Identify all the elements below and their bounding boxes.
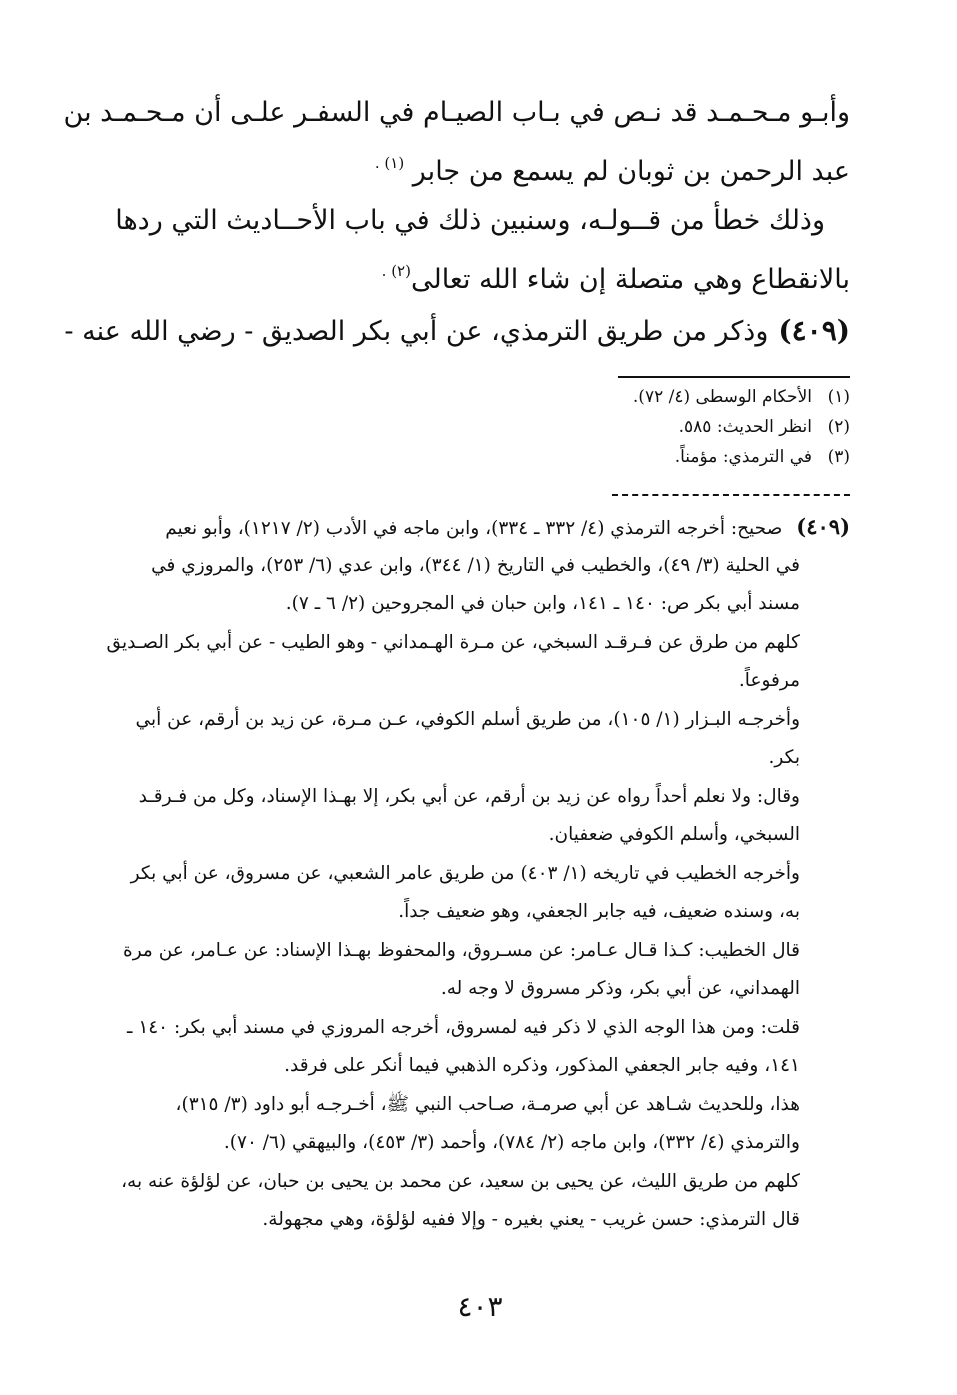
page-number: ٤٠٣	[457, 1290, 503, 1323]
commentary-line-19: قال الترمذي: حسن غريب - يعني بغيره - وإلا ففيه لؤلؤة، وهي مجهولة.	[262, 1209, 800, 1230]
commentary-line-10: وأخرجه الخطيب في تاريخه (١/ ٤٠٣) من طريق عامر الشعبي، عن مسروق، عن أبي بكر	[130, 862, 800, 884]
footnote-1	[380, 382, 850, 412]
footnote-divider	[618, 376, 850, 378]
commentary-line-16: هذا، وللحديث شـاهد عن أبي صرمـة، صـاحب النبي ﷺ، أخـرجـه أبو داود (٣/ ٣١٥)،	[175, 1093, 800, 1115]
main-line-5-text: وذكر من طريق الترمذي، عن أبي بكر الصديق - رضي الله عنه -	[64, 316, 769, 347]
footnote-list	[380, 382, 850, 472]
commentary-line-17: والترمذي (٤/ ٣٣٢)، وابن ماجه (٢/ ٧٨٤)، وأحمد (٣/ ٤٥٣)، والبيهقي (٦/ ٧٠).	[223, 1132, 800, 1153]
commentary-divider	[612, 494, 850, 496]
commentary-number: (٤٠٩)	[796, 514, 850, 539]
main-line-3: وذلك خطأ من قــولـه، وسنبين ذلك في باب الأحــاديث التي ردها	[115, 205, 825, 236]
commentary-line-6: وأخرجـه البـزار (١/ ١٠٥)، من طريق أسلم الكوفي، عـن مـرة، عن زيد بن أرقم، عن أبي	[135, 708, 800, 730]
footnote-3-text: في الترمذي: مؤمناً.	[674, 447, 812, 467]
commentary-line-15: ١٤١، وفيه جابر الجعفي المذكور، وذكره الذهبي فيما أنكر على فرقد.	[284, 1055, 800, 1076]
commentary-line-3: مسند أبي بكر ص: ١٤٠ ـ ١٤١، وابن حبان في المجروحين (٢/ ٦ ـ ٧).	[285, 593, 800, 614]
main-line-2-text: عبد الرحمن بن ثوبان لم يسمع من جابر	[412, 156, 850, 187]
main-text-para-3	[64, 306, 850, 357]
commentary-line-18: كلهم من طريق الليث، عن يحيى بن سعيد، عن محمد بن يحيى بن حبان، عن لؤلؤة عنه به،	[121, 1170, 800, 1192]
footnote-3	[380, 442, 850, 472]
commentary-line-1-text: صحيح: أخرجه الترمذي (٤/ ٣٣٢ ـ ٣٣٤)، وابن ماجه في الأدب (٢/ ١٢١٧)، وأبو نعيم	[165, 518, 783, 539]
commentary-line-14: قلت: ومن هذا الوجه الذي لا ذكر فيه لمسروق، أخرجه المروزي في مسند أبي بكر: ١٤٠ ـ	[127, 1016, 800, 1038]
commentary-line-9: السبخي، وأسلم الكوفي ضعفيان.	[548, 824, 800, 845]
footnote-2-text: انظر الحديث: ٥٨٥.	[678, 417, 812, 437]
main-line-4-text: بالانقطاع وهي متصلة إن شاء الله تعالى	[410, 264, 850, 295]
commentary-line-2: في الحلية (٣/ ٤٩)، والخطيب في التاريخ (١/ ٣٤٤)، وابن عدي (٦/ ٢٥٣)، والمروزي في	[151, 554, 800, 576]
footnote-1-text: الأحكام الوسطى (٤/ ٧٢).	[632, 387, 812, 407]
commentary	[106, 508, 850, 1240]
commentary-line-5: مرفوعاً.	[738, 670, 800, 691]
main-line-4	[138, 246, 850, 305]
main-text	[63, 88, 850, 197]
commentary-line-4: كلهم من طرق عن فـرقـد السبخي، عن مـرة الهـمداني - وهو الطيب - عن أبي بكر الصـديق	[106, 631, 800, 653]
footnote-2-num: (٢)	[827, 417, 850, 437]
footnote-marker-2: (٢) .	[381, 262, 411, 280]
main-line-5	[64, 306, 850, 357]
footnote-marker-1: (١) .	[374, 154, 405, 172]
commentary-line-12: قال الخطيب: كـذا قـال عـامر: عن مسـروق، والمحفوظ بهـذا الإسناد: عن عـامر، عن مرة	[123, 939, 800, 961]
footnote-1-num: (١)	[827, 387, 850, 407]
main-line-1: وأبـو مـحـمـد قد نـص في بـاب الصيـام في السفـر علـى أن مـحـمـد بن	[63, 97, 850, 128]
hadith-number: (٤٠٩)	[778, 314, 850, 347]
commentary-line-1	[132, 508, 850, 547]
commentary-line-11: به، وسنده ضعيف، فيه جابر الجعفي، وهو ضعيف جداً.	[398, 901, 800, 922]
footnote-3-num: (٣)	[827, 447, 850, 467]
commentary-line-7: بكر.	[768, 747, 800, 768]
main-text-para-2	[115, 196, 850, 305]
main-line-2	[138, 138, 850, 197]
commentary-line-13: الهمداني، عن أبي بكر، وذكر مسروق لا وجه له.	[440, 978, 800, 999]
footnote-2	[380, 412, 850, 442]
commentary-line-8: وقال: ولا نعلم أحداً رواه عن زيد بن أرقم، عن أبي بكر، إلا بهـذا الإسناد، وكل من فـرقـد	[138, 785, 800, 807]
